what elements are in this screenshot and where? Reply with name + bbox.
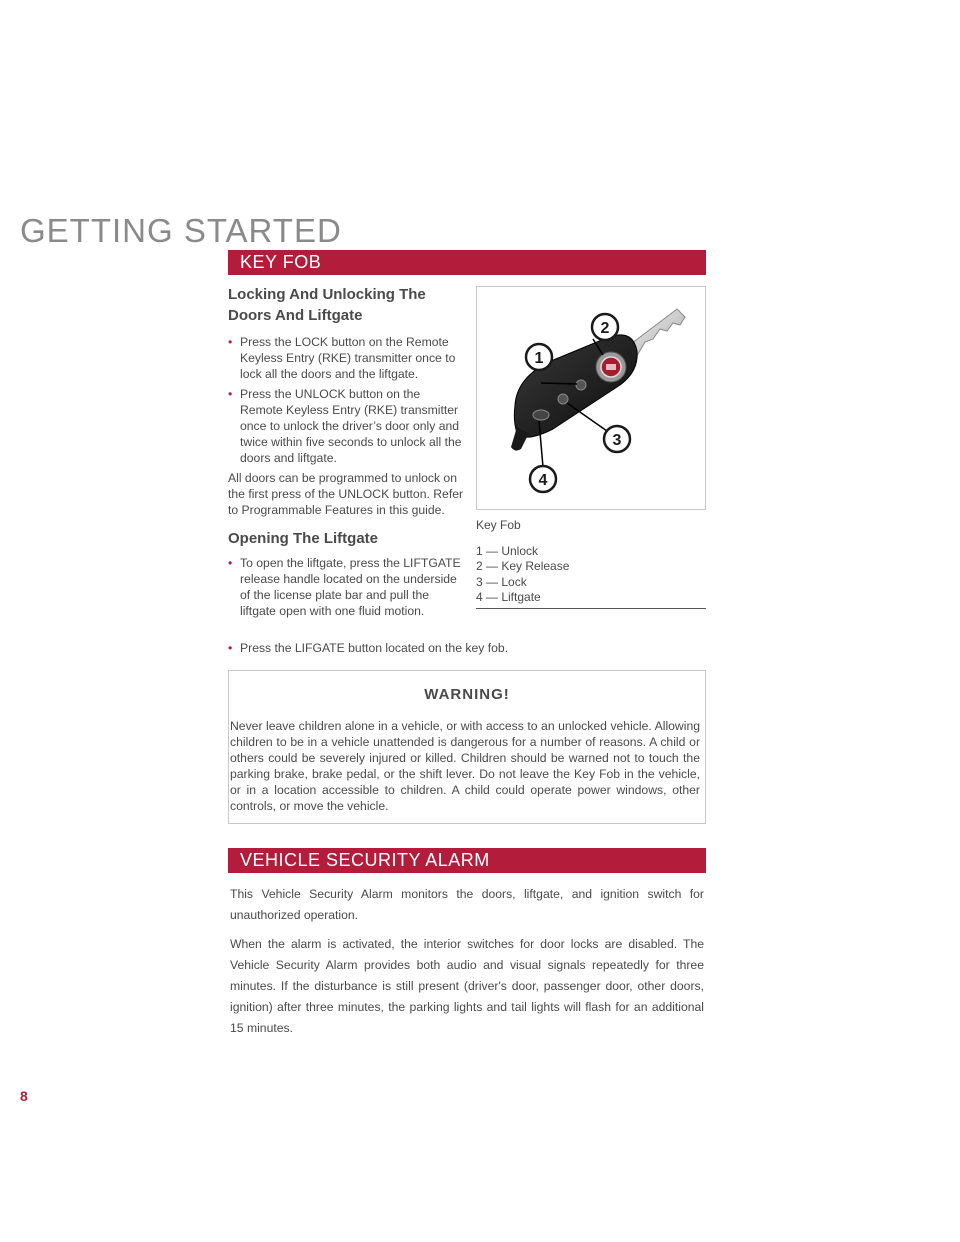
bullet-liftgate-handle (228, 555, 464, 619)
unlock-button-icon (576, 380, 586, 390)
legend-item-1: 1 — Unlock (476, 543, 539, 558)
lock-button-icon (558, 394, 568, 404)
key-fob-left-column (228, 284, 464, 623)
legend-item-2: 2 — Key Release (476, 559, 570, 573)
callout-4-label: 4 (538, 472, 548, 489)
bullet-liftgate-fob (228, 640, 710, 656)
bullet-dot: • (228, 387, 233, 401)
caption-divider (476, 608, 706, 609)
figure-caption-title: Key Fob (476, 518, 521, 532)
liftgate-heading: Opening The Liftgate (228, 530, 378, 547)
section-title: GETTING STARTED (20, 212, 342, 249)
liftgate-button-icon (533, 410, 549, 420)
page-number: 8 (20, 1088, 28, 1104)
alarm-paragraph-2: When the alarm is activated, the interior switches for door locks are disabled. The Vehicle Security Alarm provides both audio and visual signals repeatedly for three minutes. If the disturbance is still present (driver's door, passenger door, other doors, ignition) after three minutes, the parking lights and tail lights will flash for an additional 15 minutes. (230, 937, 704, 1035)
lock-heading: Locking And Unlocking The Doors And Liftgate (228, 286, 426, 324)
bullet-liftgate-fob-text: Press the LIFGATE button located on the key fob. (240, 641, 509, 655)
alarm-paragraph-1: This Vehicle Security Alarm monitors the doors, liftgate, and ignition switch for unauthorized operation. (230, 887, 704, 922)
callout-1-label: 1 (534, 350, 544, 367)
callout-2-label: 2 (600, 320, 610, 337)
key-fob-heading: KEY FOB (228, 250, 706, 275)
security-alarm-heading: VEHICLE SECURITY ALARM (228, 848, 706, 873)
legend-item-3: 3 — Lock (476, 574, 527, 589)
bullet-dot: • (228, 641, 233, 655)
bullet-dot: • (228, 556, 233, 570)
security-alarm-body (230, 884, 704, 1045)
warning-title: WARNING! (424, 686, 510, 703)
legend-item-4: 4 — Liftgate (476, 590, 541, 604)
warning-text: Never leave children alone in a vehicle, or with access to an unlocked vehicle. Allowing children to be in a vehicle unattended is dangerous for a number of reasons. A child or others could be severely injured or killed. Children should be warned not to touch the parking brake, brake pedal, or the shift lever. Do not leave the Key Fob in the vehicle, or in a location accessible to children. A child could operate power windows, other controls, or move the vehicle. (230, 719, 700, 813)
bullet-dot: • (228, 335, 233, 349)
figure-caption (476, 518, 706, 606)
bullet-unlock-text: Press the UNLOCK button on the Remote Keyless Entry (RKE) transmitter once to unlock the driver’s door only and twice within five seconds to unlock all the doors and liftgate. (240, 387, 462, 465)
key-fob-illustration (477, 287, 705, 509)
key-fob-figure (476, 286, 706, 510)
bullet-unlock (228, 386, 464, 466)
bullet-liftgate-handle-text: To open the liftgate, press the LIFTGATE release handle located on the underside of the license plate bar and pull the liftgate open with one fluid motion. (240, 556, 461, 618)
bullet-lock-text: Press the LOCK button on the Remote Keyless Entry (RKE) transmitter once to lock all the doors and the liftgate. (240, 335, 456, 381)
bullet-lock (228, 334, 464, 382)
callout-3-label: 3 (612, 432, 622, 449)
programming-paragraph: All doors can be programmed to unlock on the first press of the UNLOCK button. Refer to Programmable Features in this guide. (228, 471, 464, 517)
